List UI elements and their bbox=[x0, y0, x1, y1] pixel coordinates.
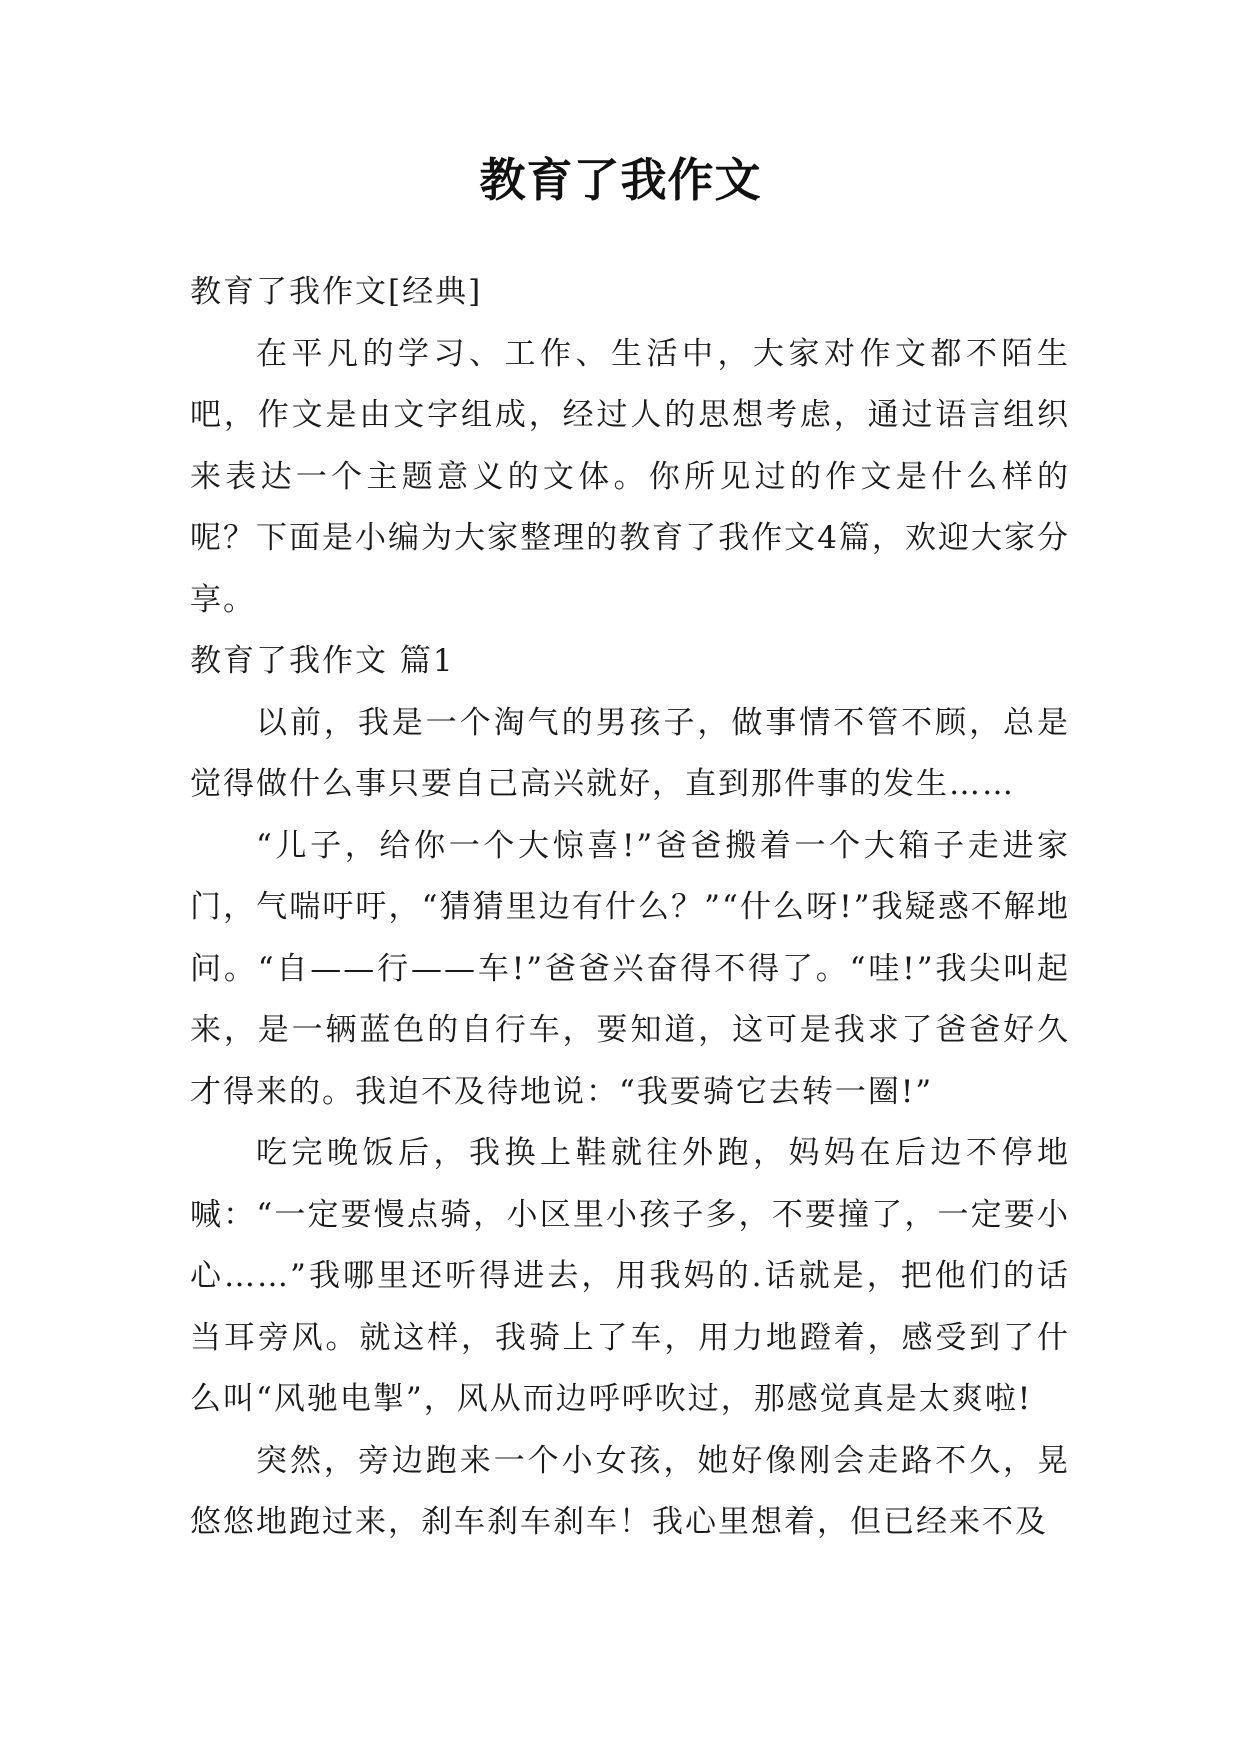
document-subtitle: 教育了我作文[经典] bbox=[190, 274, 483, 310]
body-paragraph: 以前，我是一个淘气的男孩子，做事情不管不顾，总是觉得做什么事只要自己高兴就好，直到那件事的发生…… bbox=[190, 704, 1070, 802]
document-title: 教育了我作文 bbox=[479, 153, 762, 207]
body-paragraph: “儿子，给你一个大惊喜!”爸爸搬着一个大箱子走进家门，气喘吁吁，“猜猜里边有什么？”“什么呀!”我疑惑不解地问。“自——行——车!”爸爸兴奋得不得了。“哇!”我尖叫起来，是一辆蓝色的自行车，要知道，这可是我求了爸爸好久才得来的。我迫不及待地说：“我要骑它去转一圈!” bbox=[190, 827, 1070, 1110]
section-heading: 教育了我作文 篇1 bbox=[190, 643, 455, 679]
document-body bbox=[190, 262, 1070, 1554]
body-paragraph: 突然，旁边跑来一个小女孩，她好像刚会走路不久，晃悠悠地跑过来，刹车刹车刹车！我心里想着，但已经来不及 bbox=[190, 1442, 1070, 1540]
body-paragraph: 吃完晚饭后，我换上鞋就往外跑，妈妈在后边不停地喊：“一定要慢点骑，小区里小孩子多，不要撞了，一定要小心……”我哪里还听得进去，用我妈的.话就是，把他们的话当耳旁风。就这样，我骑上了车，用力地蹬着，感受到了什么叫“风驰电掣”，风从而边呼呼吹过，那感觉真是太爽啦! bbox=[190, 1135, 1070, 1417]
intro-paragraph: 在平凡的学习、工作、生活中，大家对作文都不陌生吧，作文是由文字组成，经过人的思想考虑，通过语言组织来表达一个主题意义的文体。你所见过的作文是什么样的呢？下面是小编为大家整理的教育了我作文4篇，欢迎大家分享。 bbox=[190, 335, 1070, 618]
